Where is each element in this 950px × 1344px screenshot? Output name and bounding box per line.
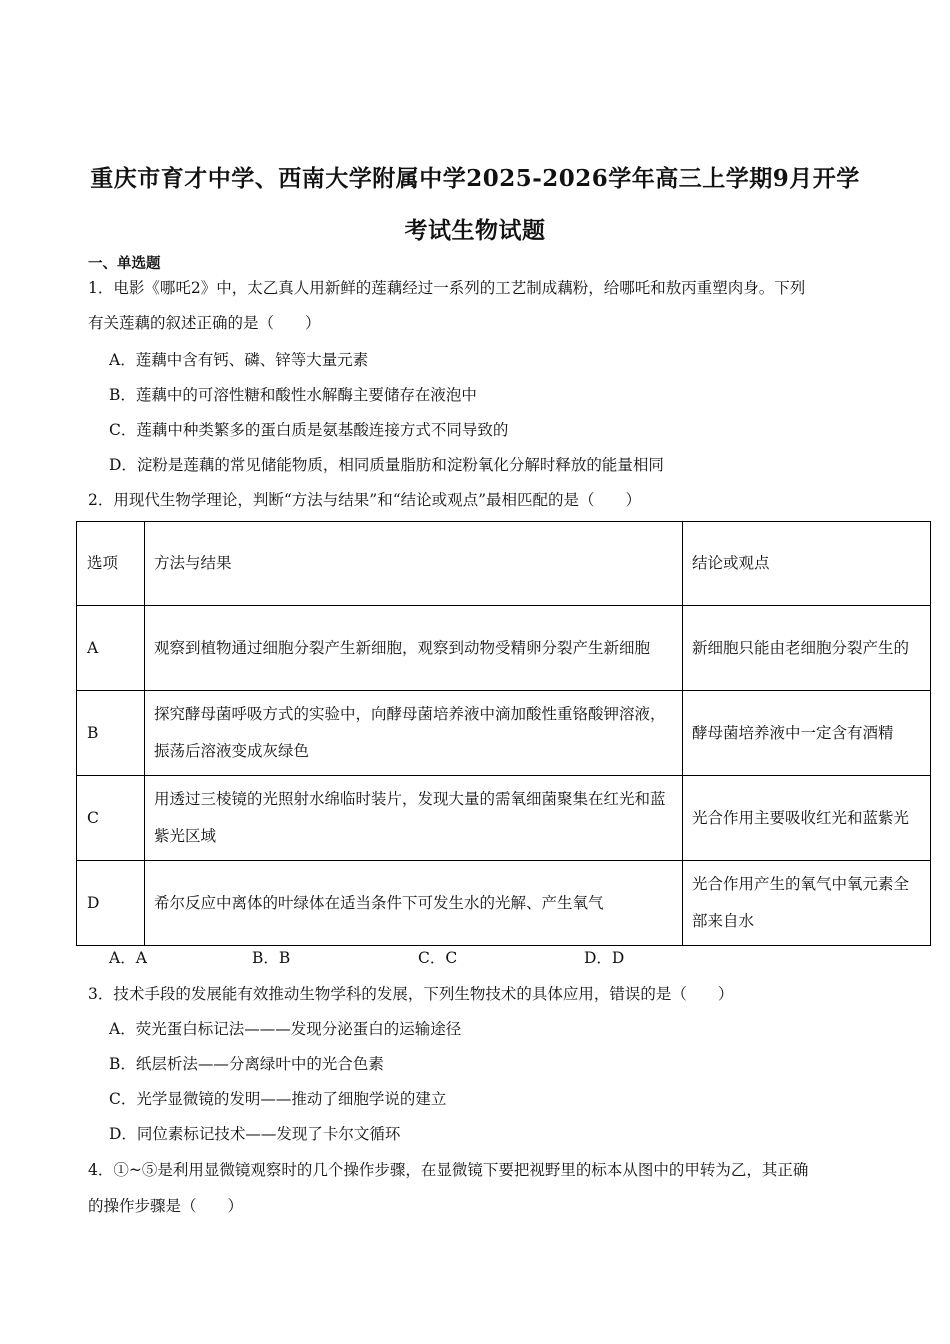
q2-answer-d: D．D [584, 949, 625, 967]
q3-stem: 3．技术手段的发展能有效推动生物学科的发展，下列生物技术的具体应用，错误的是（ ） [88, 985, 734, 1003]
exam-title-line2: 考试生物试题 [404, 217, 546, 244]
q1-stem-line1: 1．电影《哪吒2》中，太乙真人用新鲜的莲藕经过一系列的工艺制成藕粉，给哪吒和敖丙重塑肉身。下列 [88, 279, 806, 297]
q2-stem: 2．用现代生物学理论，判断“方法与结果”和“结论或观点”最相匹配的是（ ） [88, 491, 642, 509]
q4-stem-line2: 的操作步骤是（ ） [88, 1197, 244, 1215]
row-conclusion: 光合作用主要吸收红光和蓝紫光 [683, 776, 931, 861]
table-row [77, 861, 931, 946]
row-method: 用透过三棱镜的光照射水绵临时装片，发现大量的需氧细菌聚集在红光和蓝紫光区域 [145, 776, 683, 861]
header-conclusion: 结论或观点 [683, 522, 931, 606]
q1-option-a: A．莲藕中含有钙、磷、锌等大量元素 [109, 351, 369, 369]
q1-stem-line2: 有关莲藕的叙述正确的是（ ） [88, 314, 321, 332]
row-conclusion: 新细胞只能由老细胞分裂产生的 [683, 606, 931, 691]
header-option: 选项 [77, 522, 145, 606]
table-row [77, 606, 931, 691]
q2-answer-a: A．A [109, 949, 147, 967]
row-method: 希尔反应中离体的叶绿体在适当条件下可发生水的光解、产生氧气 [145, 861, 683, 946]
q3-option-d: D．同位素标记技术——发现了卡尔文循环 [109, 1125, 401, 1143]
table-row [77, 776, 931, 861]
row-conclusion: 光合作用产生的氧气中氧元素全部来自水 [683, 861, 931, 946]
table-row [77, 691, 931, 776]
q2-answer-b: B．B [252, 949, 291, 967]
q2-table [76, 521, 931, 946]
row-option: A [77, 606, 145, 691]
q1-option-c: C．莲藕中种类繁多的蛋白质是氨基酸连接方式不同导致的 [109, 421, 509, 439]
q4-stem-line1: 4．①~⑤是利用显微镜观察时的几个操作步骤，在显微镜下要把视野里的标本从图中的甲转为乙，其正确 [88, 1161, 809, 1179]
row-option: C [77, 776, 145, 861]
q2-answer-c: C．C [418, 949, 458, 967]
row-conclusion: 酵母菌培养液中一定含有酒精 [683, 691, 931, 776]
q1-option-b: B．莲藕中的可溶性糖和酸性水解酶主要储存在液泡中 [109, 386, 477, 404]
header-method: 方法与结果 [145, 522, 683, 606]
row-option: D [77, 861, 145, 946]
row-option: B [77, 691, 145, 776]
table-header-row [77, 522, 931, 606]
row-method: 探究酵母菌呼吸方式的实验中，向酵母菌培养液中滴加酸性重铬酸钾溶液，振荡后溶液变成灰绿色 [145, 691, 683, 776]
q3-option-b: B．纸层析法——分离绿叶中的光合色素 [109, 1055, 384, 1073]
q1-option-d: D．淀粉是莲藕的常见储能物质，相同质量脂肪和淀粉氧化分解时释放的能量相同 [109, 456, 664, 474]
row-method: 观察到植物通过细胞分裂产生新细胞，观察到动物受精卵分裂产生新细胞 [145, 606, 683, 691]
exam-title-line1: 重庆市育才中学、西南大学附属中学2025-2026学年高三上学期9月开学 [90, 165, 860, 192]
q3-option-a: A．荧光蛋白标记法———发现分泌蛋白的运输途径 [109, 1020, 462, 1038]
q3-option-c: C．光学显微镜的发明——推动了细胞学说的建立 [109, 1090, 447, 1108]
section-heading: 一、单选题 [88, 255, 161, 272]
